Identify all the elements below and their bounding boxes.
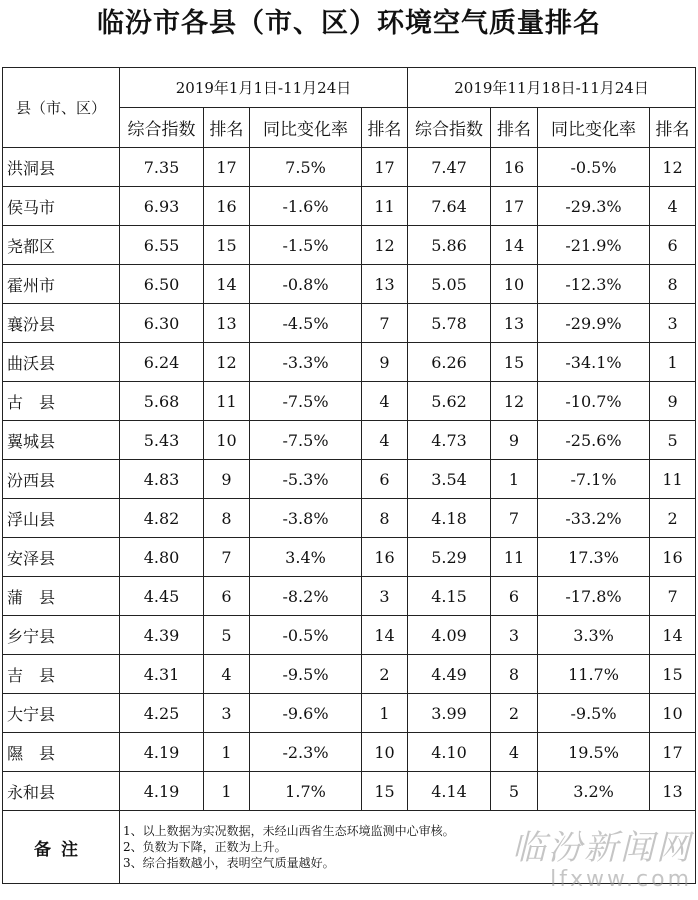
p1-change-rank-cell: 13	[362, 265, 408, 304]
p1-rank-cell: 6	[204, 577, 250, 616]
table-row	[3, 694, 696, 733]
p1-rank-cell: 8	[204, 499, 250, 538]
p1-rank-cell: 5	[204, 616, 250, 655]
region-name-cell: 安泽县	[3, 538, 120, 577]
table-row	[3, 382, 696, 421]
note-line: 3、综合指数越小，表明空气质量越好。	[123, 856, 335, 870]
p2-change-rank-cell: 5	[650, 421, 696, 460]
p2-change-cell: -7.1%	[538, 460, 650, 499]
p1-change-rank-cell: 6	[362, 460, 408, 499]
p2-change-rank-cell: 1	[650, 343, 696, 382]
p2-rank-cell: 6	[491, 577, 538, 616]
region-name-cell: 吉 县	[3, 655, 120, 694]
table-row	[3, 733, 696, 772]
p1-change-cell: -1.6%	[250, 187, 362, 226]
p2-change-rank-cell: 2	[650, 499, 696, 538]
p2-change-cell: -10.7%	[538, 382, 650, 421]
p1-rank-cell: 13	[204, 304, 250, 343]
p2-change-rank-cell: 10	[650, 694, 696, 733]
region-name-cell: 尧都区	[3, 226, 120, 265]
page-title: 临汾市各县（市、区）环境空气质量排名	[97, 8, 601, 39]
p1-index-cell: 7.35	[120, 148, 204, 187]
p1-change-cell: -0.8%	[250, 265, 362, 304]
p1-change-cell: -8.2%	[250, 577, 362, 616]
p1-rank-cell: 1	[204, 733, 250, 772]
p2-change-cell: -9.5%	[538, 694, 650, 733]
p1-change-cell: -2.3%	[250, 733, 362, 772]
p2-rank-cell: 3	[491, 616, 538, 655]
col-header-p1-index: 综合指数	[120, 108, 204, 148]
table-row	[3, 304, 696, 343]
p2-change-rank-cell: 7	[650, 577, 696, 616]
p1-change-cell: 3.4%	[250, 538, 362, 577]
air-quality-ranking-table	[2, 67, 696, 884]
p2-change-cell: 17.3%	[538, 538, 650, 577]
p2-change-rank-cell: 17	[650, 733, 696, 772]
p2-change-cell: -17.8%	[538, 577, 650, 616]
p2-rank-cell: 11	[491, 538, 538, 577]
p2-change-cell: 11.7%	[538, 655, 650, 694]
p1-change-cell: -9.5%	[250, 655, 362, 694]
p1-change-cell: -0.5%	[250, 616, 362, 655]
p2-index-cell: 5.78	[408, 304, 491, 343]
p2-index-cell: 4.10	[408, 733, 491, 772]
p2-change-rank-cell: 16	[650, 538, 696, 577]
p2-change-cell: -33.2%	[538, 499, 650, 538]
p2-change-rank-cell: 12	[650, 148, 696, 187]
p2-rank-cell: 4	[491, 733, 538, 772]
p2-change-rank-cell: 15	[650, 655, 696, 694]
p1-rank-cell: 15	[204, 226, 250, 265]
table-row	[3, 187, 696, 226]
region-name-cell: 洪洞县	[3, 148, 120, 187]
note-line: 2、负数为下降，正数为上升。	[123, 840, 287, 854]
p2-index-cell: 4.18	[408, 499, 491, 538]
p1-change-cell: -3.3%	[250, 343, 362, 382]
p2-index-cell: 4.73	[408, 421, 491, 460]
p2-change-rank-cell: 13	[650, 772, 696, 811]
p1-index-cell: 4.45	[120, 577, 204, 616]
p1-change-cell: -3.8%	[250, 499, 362, 538]
p1-index-cell: 6.24	[120, 343, 204, 382]
p1-rank-cell: 3	[204, 694, 250, 733]
p1-rank-cell: 12	[204, 343, 250, 382]
p1-change-rank-cell: 16	[362, 538, 408, 577]
p2-index-cell: 4.14	[408, 772, 491, 811]
p1-change-rank-cell: 4	[362, 382, 408, 421]
p2-index-cell: 4.15	[408, 577, 491, 616]
p1-change-cell: -9.6%	[250, 694, 362, 733]
note-line: 1、以上数据为实况数据，未经山西省生态环境监测中心审核。	[123, 824, 455, 838]
table-row	[3, 460, 696, 499]
table-row	[3, 226, 696, 265]
watermark-name: 临汾新闻网	[512, 828, 692, 868]
p2-change-cell: 19.5%	[538, 733, 650, 772]
p2-change-cell: -25.6%	[538, 421, 650, 460]
p1-index-cell: 4.19	[120, 772, 204, 811]
table-row	[3, 655, 696, 694]
p1-index-cell: 4.83	[120, 460, 204, 499]
p1-change-cell: -7.5%	[250, 382, 362, 421]
p1-index-cell: 6.93	[120, 187, 204, 226]
table-row	[3, 616, 696, 655]
p1-change-rank-cell: 8	[362, 499, 408, 538]
p1-change-rank-cell: 7	[362, 304, 408, 343]
p2-index-cell: 3.54	[408, 460, 491, 499]
table-row	[3, 499, 696, 538]
notes-label: 备注	[3, 811, 120, 884]
p1-rank-cell: 9	[204, 460, 250, 499]
p2-index-cell: 7.47	[408, 148, 491, 187]
period1-header: 2019年1月1日-11月24日	[120, 68, 408, 108]
p2-rank-cell: 14	[491, 226, 538, 265]
col-header-p2-change-rank: 排名	[650, 108, 696, 148]
p1-change-cell: -5.3%	[250, 460, 362, 499]
p2-index-cell: 4.09	[408, 616, 491, 655]
p1-change-rank-cell: 17	[362, 148, 408, 187]
p1-change-cell: 7.5%	[250, 148, 362, 187]
p1-rank-cell: 4	[204, 655, 250, 694]
region-name-cell: 襄汾县	[3, 304, 120, 343]
table-row	[3, 265, 696, 304]
p2-rank-cell: 10	[491, 265, 538, 304]
region-name-cell: 乡宁县	[3, 616, 120, 655]
p2-rank-cell: 8	[491, 655, 538, 694]
p2-index-cell: 5.86	[408, 226, 491, 265]
p2-index-cell: 7.64	[408, 187, 491, 226]
p1-rank-cell: 1	[204, 772, 250, 811]
p2-change-rank-cell: 14	[650, 616, 696, 655]
p1-rank-cell: 16	[204, 187, 250, 226]
region-name-cell: 大宁县	[3, 694, 120, 733]
p1-index-cell: 4.25	[120, 694, 204, 733]
p1-rank-cell: 11	[204, 382, 250, 421]
table-row	[3, 577, 696, 616]
p1-change-rank-cell: 3	[362, 577, 408, 616]
table-row	[3, 772, 696, 811]
p2-rank-cell: 16	[491, 148, 538, 187]
col-header-p1-rank: 排名	[204, 108, 250, 148]
p1-index-cell: 5.68	[120, 382, 204, 421]
p1-change-rank-cell: 14	[362, 616, 408, 655]
p1-change-cell: -7.5%	[250, 421, 362, 460]
p1-index-cell: 4.39	[120, 616, 204, 655]
p1-index-cell: 4.31	[120, 655, 204, 694]
region-name-cell: 曲沃县	[3, 343, 120, 382]
region-name-cell: 古 县	[3, 382, 120, 421]
p2-rank-cell: 7	[491, 499, 538, 538]
p2-index-cell: 5.29	[408, 538, 491, 577]
p1-change-rank-cell: 12	[362, 226, 408, 265]
p1-change-rank-cell: 4	[362, 421, 408, 460]
p2-change-cell: -29.3%	[538, 187, 650, 226]
table-row	[3, 148, 696, 187]
table-row	[3, 538, 696, 577]
p2-change-rank-cell: 11	[650, 460, 696, 499]
p2-rank-cell: 2	[491, 694, 538, 733]
col-header-p2-change: 同比变化率	[538, 108, 650, 148]
region-name-cell: 浮山县	[3, 499, 120, 538]
p1-index-cell: 4.80	[120, 538, 204, 577]
p1-change-cell: 1.7%	[250, 772, 362, 811]
period2-header: 2019年11月18日-11月24日	[408, 68, 696, 108]
p1-change-rank-cell: 2	[362, 655, 408, 694]
p2-rank-cell: 13	[491, 304, 538, 343]
p2-change-cell: -34.1%	[538, 343, 650, 382]
p2-rank-cell: 17	[491, 187, 538, 226]
p1-change-rank-cell: 11	[362, 187, 408, 226]
p2-change-rank-cell: 8	[650, 265, 696, 304]
p1-rank-cell: 10	[204, 421, 250, 460]
region-name-cell: 汾西县	[3, 460, 120, 499]
region-name-cell: 蒲 县	[3, 577, 120, 616]
p2-change-cell: 3.2%	[538, 772, 650, 811]
p2-rank-cell: 5	[491, 772, 538, 811]
p1-change-cell: -1.5%	[250, 226, 362, 265]
col-header-p2-rank: 排名	[491, 108, 538, 148]
p2-change-rank-cell: 4	[650, 187, 696, 226]
p2-rank-cell: 1	[491, 460, 538, 499]
p1-change-rank-cell: 15	[362, 772, 408, 811]
table-row	[3, 421, 696, 460]
p2-index-cell: 6.26	[408, 343, 491, 382]
p1-index-cell: 6.30	[120, 304, 204, 343]
p2-rank-cell: 15	[491, 343, 538, 382]
region-name-cell: 翼城县	[3, 421, 120, 460]
region-name-cell: 隰 县	[3, 733, 120, 772]
region-header: 县（市、区）	[3, 68, 120, 148]
p1-rank-cell: 14	[204, 265, 250, 304]
p1-rank-cell: 7	[204, 538, 250, 577]
p1-index-cell: 4.19	[120, 733, 204, 772]
p2-change-rank-cell: 9	[650, 382, 696, 421]
p2-change-rank-cell: 3	[650, 304, 696, 343]
p1-index-cell: 6.50	[120, 265, 204, 304]
col-header-p2-index: 综合指数	[408, 108, 491, 148]
p2-change-cell: -12.3%	[538, 265, 650, 304]
p2-index-cell: 5.05	[408, 265, 491, 304]
p1-index-cell: 6.55	[120, 226, 204, 265]
col-header-p1-change-rank: 排名	[362, 108, 408, 148]
p2-change-cell: 3.3%	[538, 616, 650, 655]
p2-change-rank-cell: 6	[650, 226, 696, 265]
col-header-p1-change: 同比变化率	[250, 108, 362, 148]
region-name-cell: 霍州市	[3, 265, 120, 304]
notes-cell	[120, 811, 696, 884]
p1-index-cell: 5.43	[120, 421, 204, 460]
p2-rank-cell: 9	[491, 421, 538, 460]
p1-change-rank-cell: 9	[362, 343, 408, 382]
p1-change-rank-cell: 10	[362, 733, 408, 772]
p2-rank-cell: 12	[491, 382, 538, 421]
p2-change-cell: -0.5%	[538, 148, 650, 187]
region-name-cell: 侯马市	[3, 187, 120, 226]
watermark-url: lfxww.com	[550, 867, 692, 892]
p2-index-cell: 5.62	[408, 382, 491, 421]
p2-index-cell: 4.49	[408, 655, 491, 694]
region-name-cell: 永和县	[3, 772, 120, 811]
p1-change-rank-cell: 1	[362, 694, 408, 733]
p1-rank-cell: 17	[204, 148, 250, 187]
p2-index-cell: 3.99	[408, 694, 491, 733]
p1-index-cell: 4.82	[120, 499, 204, 538]
p1-change-cell: -4.5%	[250, 304, 362, 343]
p2-change-cell: -21.9%	[538, 226, 650, 265]
table-row	[3, 343, 696, 382]
p2-change-cell: -29.9%	[538, 304, 650, 343]
